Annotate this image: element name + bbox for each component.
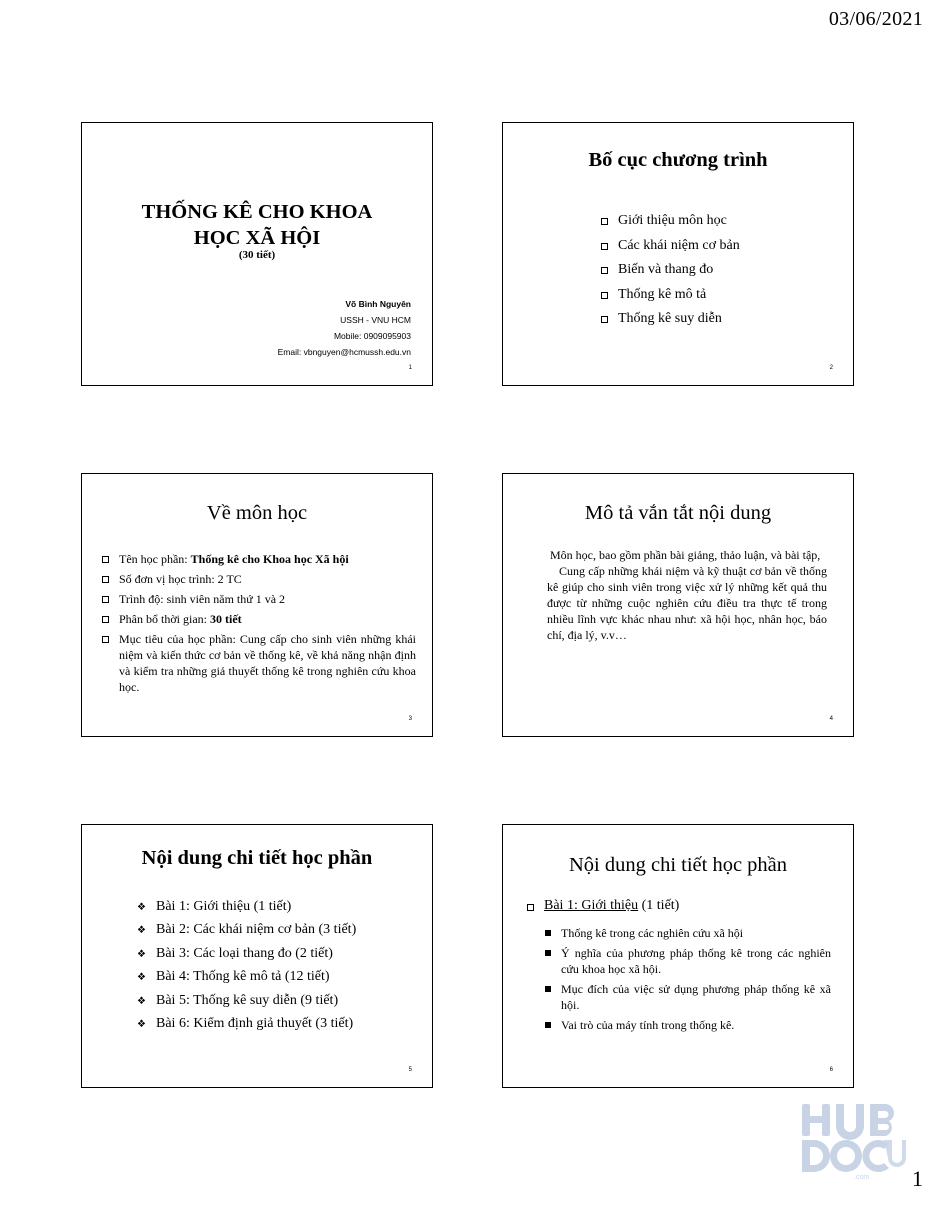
- checkbox-bullet-icon: [102, 556, 109, 563]
- description-body: [547, 547, 827, 643]
- author-block: [278, 296, 411, 360]
- slide-number: 1: [408, 365, 412, 371]
- diamond-bullet-icon: ❖: [137, 972, 146, 984]
- description-paragraph: Môn học, bao gồm phần bài giảng, thảo luận, và bài tập,: [550, 548, 821, 562]
- diamond-bullet-icon: ❖: [137, 902, 146, 913]
- diamond-bullet-icon: ❖: [137, 1019, 146, 1031]
- diamond-bullet-icon: ❖: [137, 925, 146, 937]
- hubdocu-watermark-logo: [796, 1096, 906, 1180]
- list-item: Phân bổ thời gian: 30 tiết: [102, 611, 416, 627]
- checkbox-bullet-icon: [601, 218, 608, 225]
- checkbox-bullet-icon: [102, 596, 109, 603]
- list-item: ❖ Bài 4: Thống kê mô tả (12 tiết): [137, 965, 356, 988]
- checkbox-bullet-icon: [102, 576, 109, 583]
- document-date: 03/06/2021: [828, 8, 923, 30]
- slide-4: [502, 473, 854, 737]
- slide-number: 6: [829, 1067, 833, 1073]
- list-item: Giới thiệu môn học: [601, 209, 740, 234]
- program-outline-list: [601, 209, 740, 332]
- checkbox-bullet-icon: [527, 904, 534, 911]
- slide-1-title-line-1: THỐNG KÊ CHO KHOA: [141, 201, 373, 223]
- course-info-list: [102, 551, 416, 695]
- checkbox-bullet-icon: [601, 243, 608, 250]
- slide-1-title: [82, 199, 432, 251]
- author-org: USSH - VNU HCM: [340, 315, 411, 325]
- checkbox-bullet-icon: [102, 636, 109, 643]
- lesson-heading: Bài 1: Giới thiệu (1 tiết): [527, 898, 679, 914]
- checkbox-bullet-icon: [601, 267, 608, 274]
- slide-3: [81, 473, 433, 737]
- slide-1-title-line-2: HỌC XÃ HỘI: [193, 227, 321, 249]
- list-item: Các khái niệm cơ bản: [601, 234, 740, 259]
- list-item: Mục tiêu của học phần: Cung cấp cho sinh viên những khái niệm và kiến thức cơ bản về thống kê, về khả năng nhận định và kiểm tra những giả thuyết thống kê trong nghiên cứu khoa học.: [102, 631, 416, 695]
- checkbox-bullet-icon: [601, 316, 608, 323]
- description-paragraph: Cung cấp những khái niệm và kỹ thuật cơ bản về thống kê giúp cho sinh viên trong việc xử lý những kết quả thu được từ những cuộc nghiên cứu điều tra thực tế trong nhiều lĩnh vực khác nhau như: xã hội học, nhân học, báo chí, địa lý, v.v…: [547, 564, 827, 642]
- page-number: 1: [912, 1166, 923, 1191]
- list-item: Biến và thang đo: [601, 258, 740, 283]
- slide-1: [81, 122, 433, 386]
- list-item: Thống kê suy diễn: [601, 307, 740, 332]
- slide-5: [81, 824, 433, 1088]
- slide-6: [502, 824, 854, 1088]
- author-mobile: Mobile: 0909095903: [333, 331, 411, 341]
- author-email: Email: vbnguyen@hcmussh.edu.vn: [277, 347, 411, 357]
- list-item: Tên học phần: Thống kê cho Khoa học Xã hội: [102, 551, 416, 567]
- square-bullet-icon: [545, 986, 551, 992]
- slide-3-title: Về môn học: [206, 502, 308, 524]
- square-bullet-icon: [545, 1022, 551, 1028]
- slide-5-title: Nội dung chi tiết học phần: [141, 847, 373, 869]
- list-item: Mục đích của việc sử dụng phương pháp thống kê xã hội.: [545, 981, 831, 1013]
- list-item: Vai trò của máy tính trong thống kê.: [545, 1017, 831, 1033]
- list-item: ❖ Bài 5: Thống kê suy diễn (9 tiết): [137, 989, 356, 1012]
- slide-2-title: Bố cục chương trình: [588, 149, 768, 171]
- svg-text:.com: .com: [854, 1174, 870, 1180]
- slide-number: 2: [829, 365, 833, 371]
- diamond-bullet-icon: ❖: [137, 995, 146, 1007]
- slide-4-title: Mô tả vắn tắt nội dung: [584, 502, 772, 524]
- slide-number: 5: [408, 1067, 412, 1073]
- square-bullet-icon: [545, 950, 551, 956]
- diamond-bullet-icon: ❖: [137, 948, 146, 960]
- lesson-list: [137, 895, 356, 1035]
- slide-2: [502, 122, 854, 386]
- slide-6-title: Nội dung chi tiết học phần: [568, 854, 788, 876]
- list-item: ❖ Bài 3: Các loại thang đo (2 tiết): [137, 942, 356, 965]
- list-item: Thống kê mô tả: [601, 283, 740, 308]
- slide-number: 4: [829, 716, 833, 722]
- list-item: Trình độ: sinh viên năm thứ 1 và 2: [102, 591, 416, 607]
- slide-1-subtitle: (30 tiết): [238, 249, 276, 261]
- list-item: Thống kê trong các nghiên cứu xã hội: [545, 925, 831, 941]
- list-item: ❖ Bài 1: Giới thiệu (1 tiết): [137, 895, 356, 918]
- list-item: Ý nghĩa của phương pháp thống kê trong các nghiên cứu khoa học xã hội.: [545, 945, 831, 977]
- list-item: Số đơn vị học trình: 2 TC: [102, 571, 416, 587]
- list-item: ❖ Bài 6: Kiểm định giả thuyết (3 tiết): [137, 1012, 356, 1035]
- square-bullet-icon: [545, 930, 551, 936]
- list-item: ❖ Bài 2: Các khái niệm cơ bản (3 tiết): [137, 918, 356, 941]
- checkbox-bullet-icon: [601, 292, 608, 299]
- slide-number: 3: [408, 716, 412, 722]
- checkbox-bullet-icon: [102, 616, 109, 623]
- author-name: Võ Bình Nguyên: [345, 299, 411, 309]
- lesson-detail-list: [545, 925, 831, 1033]
